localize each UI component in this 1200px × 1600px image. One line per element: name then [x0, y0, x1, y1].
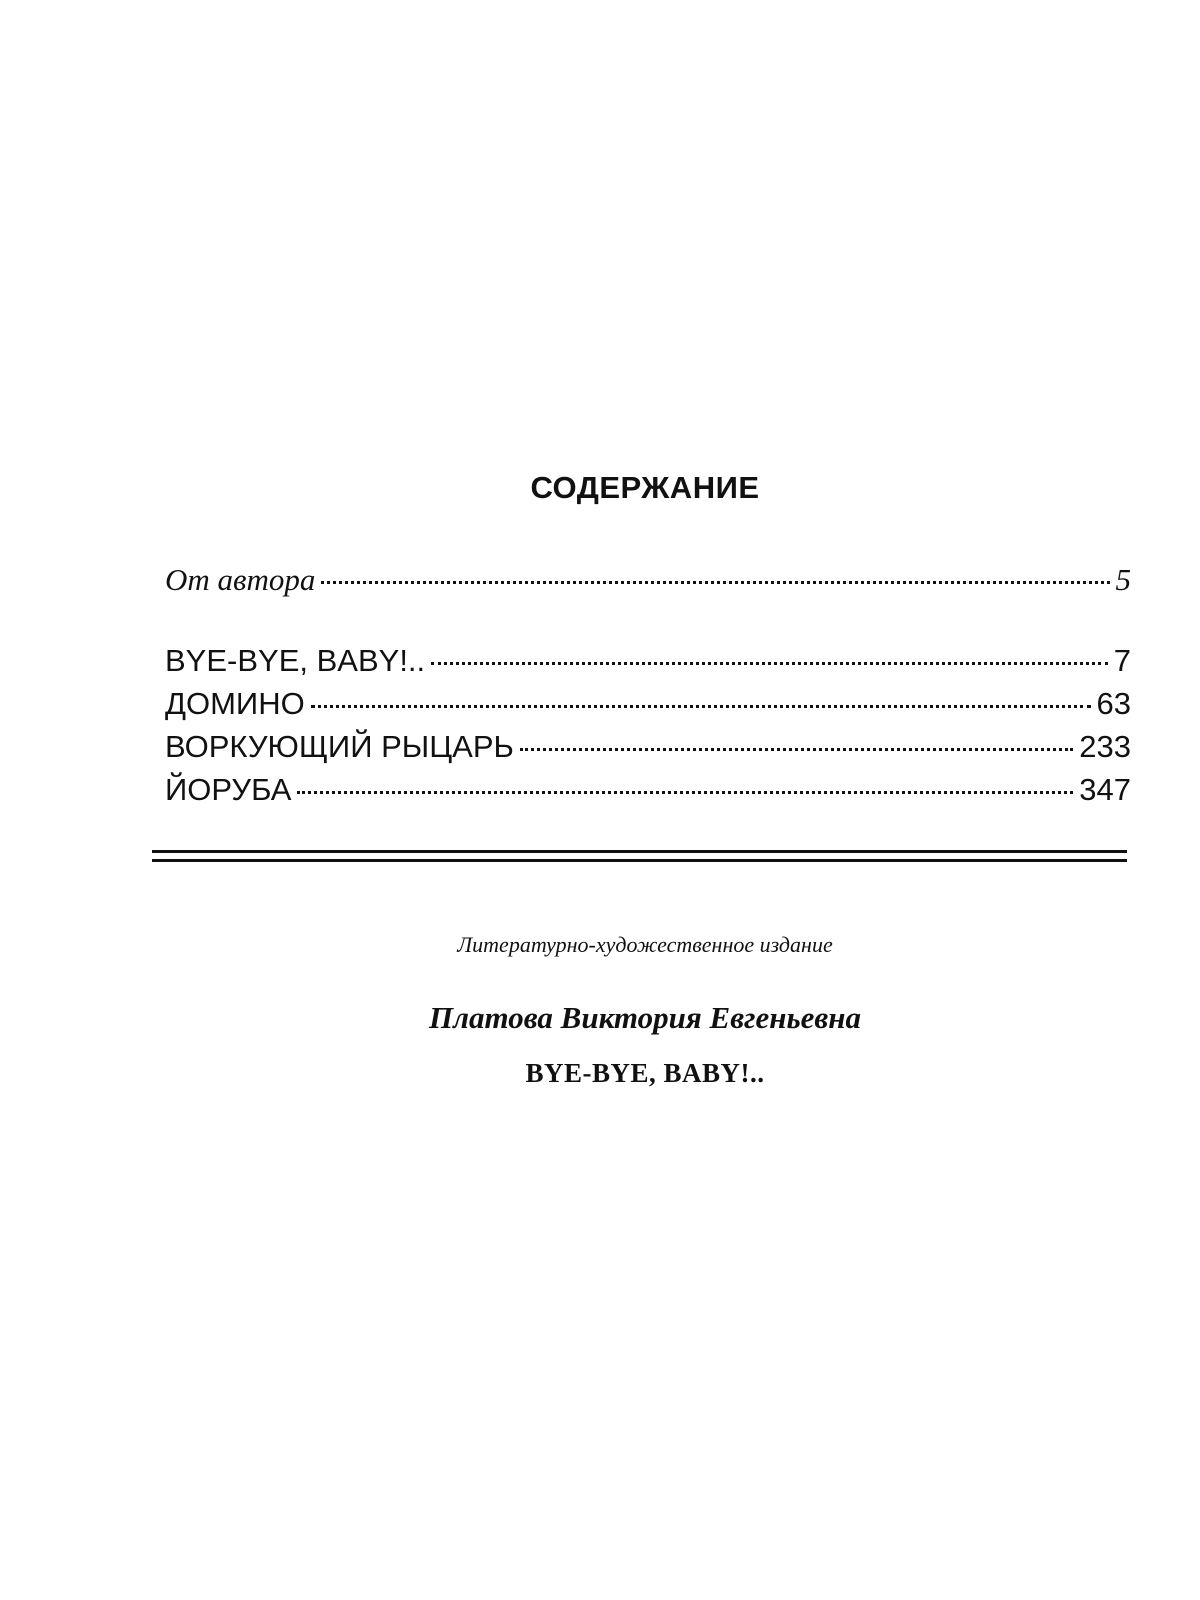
toc-leader-dots — [520, 748, 1073, 751]
toc-leader-dots — [297, 791, 1073, 794]
toc-entry-label: ЙОРУБА — [165, 772, 292, 807]
toc-entry-page: 7 — [1113, 643, 1131, 678]
toc-leader-dots — [431, 662, 1108, 665]
toc-entry-yoruba — [165, 772, 1131, 808]
toc-entry-domino — [165, 686, 1131, 722]
toc-entry-from-author — [165, 562, 1131, 598]
imprint-author: Платова Виктория Евгеньевна — [429, 1000, 861, 1035]
imprint-book-title: BYE-BYE, BABY!.. — [525, 1058, 765, 1088]
toc-entry-label: ВОРКУЮЩИЙ РЫЦАРЬ — [165, 729, 514, 764]
toc-entry-page: 5 — [1115, 562, 1131, 597]
toc-entry-label: От автора — [165, 562, 316, 597]
toc-heading: СОДЕРЖАНИЕ — [530, 470, 760, 505]
divider-rule-bottom — [152, 859, 1127, 862]
imprint-edition-type: Литературно-художественное издание — [457, 932, 833, 957]
toc-leader-dots — [311, 705, 1091, 708]
divider-rule-top — [152, 850, 1127, 853]
toc-entry-page: 347 — [1079, 772, 1131, 807]
toc-entry-label: BYE-BYE, BABY!.. — [165, 643, 426, 678]
toc-entry-bye-bye-baby — [165, 643, 1131, 679]
toc-entry-page: 233 — [1079, 729, 1131, 764]
toc-entry-page: 63 — [1096, 686, 1131, 721]
toc-entry-vorkuyushchiy-rytsar — [165, 729, 1131, 765]
toc-leader-dots — [321, 581, 1109, 584]
toc-entry-label: ДОМИНО — [165, 686, 305, 721]
